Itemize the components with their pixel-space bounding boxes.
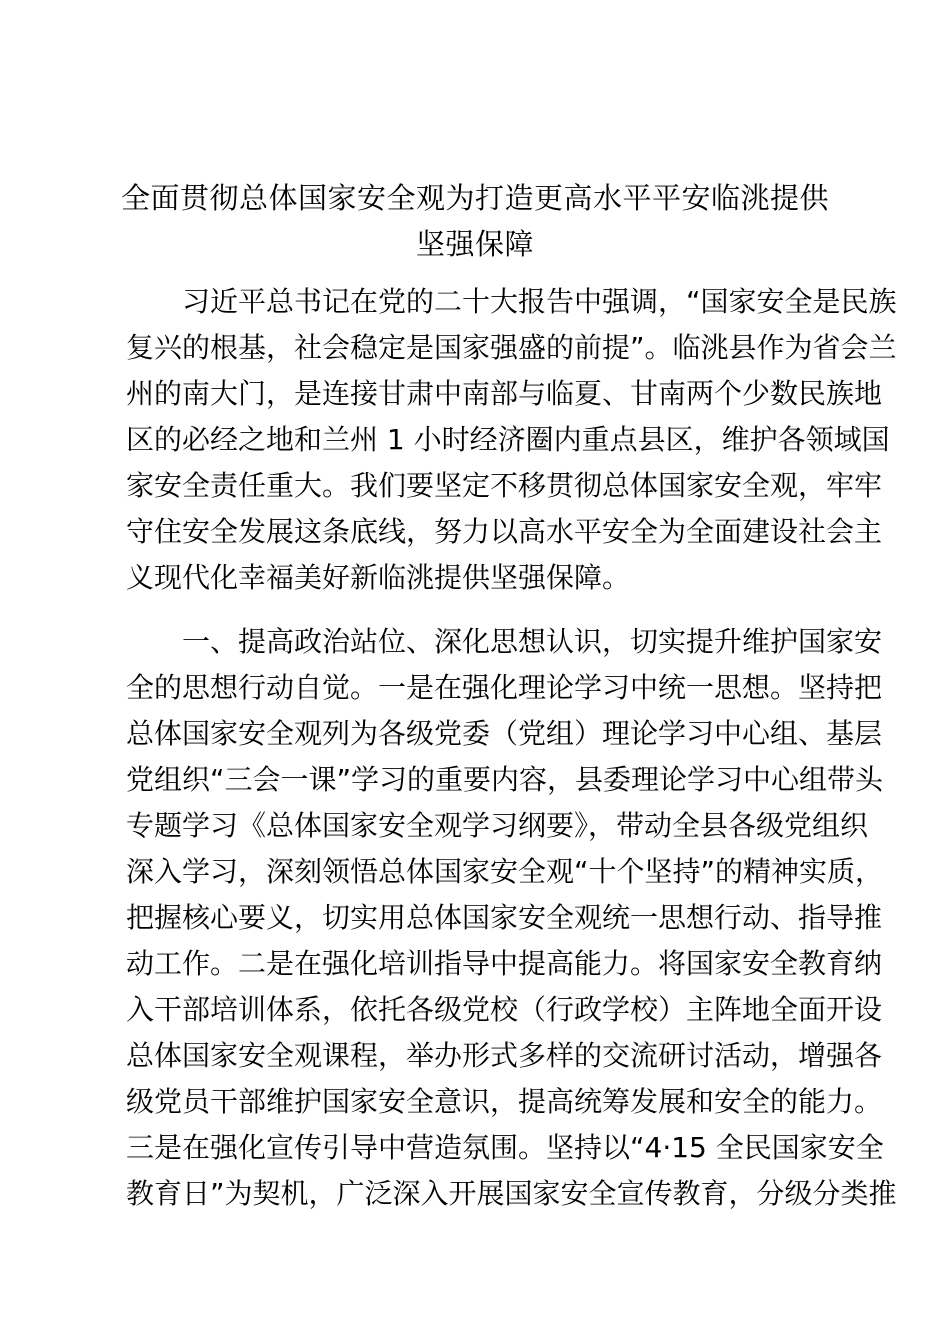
text-line: 习近平总书记在党的二十大报告中强调，“国家安全是民族 xyxy=(182,285,897,318)
text-line: 教育日”为契机，广泛深入开展国家安全宣传教育，分级分类推 xyxy=(126,1177,897,1210)
title-line: 坚强保障 xyxy=(415,227,534,261)
text-line: 三是在强化宣传引导中营造氛围。坚持以“4·15 全民国家安全 xyxy=(126,1131,884,1164)
text-line: 一、提高政治站位、深化思想认识，切实提升维护国家安 xyxy=(182,625,883,658)
text-line: 守住安全发展这条底线，努力以高水平安全为全面建设社会主 xyxy=(126,515,883,548)
text-line: 总体国家安全观课程，举办形式多样的交流研讨活动，增强各 xyxy=(126,1039,883,1072)
paragraph-section-one xyxy=(126,619,897,1217)
text-line: 入干部培训体系，依托各级党校（行政学校）主阵地全面开设 xyxy=(126,993,883,1026)
text-line: 动工作。二是在强化培训指导中提高能力。将国家安全教育纳 xyxy=(126,947,883,980)
text-line: 专题学习《总体国家安全观学习纲要》，带动全县各级党组织 xyxy=(126,809,869,842)
text-line: 全的思想行动自觉。一是在强化理论学习中统一思想。坚持把 xyxy=(126,671,883,704)
text-line: 家安全责任重大。我们要坚定不移贯彻总体国家安全观，牢牢 xyxy=(126,469,883,502)
document-title xyxy=(120,175,830,267)
text-line: 区的必经之地和兰州 1 小时经济圈内重点县区，维护各领域国 xyxy=(126,423,890,456)
text-line: 义现代化幸福美好新临洮提供坚强保障。 xyxy=(126,561,631,594)
text-line: 总体国家安全观列为各级党委（党组）理论学习中心组、基层 xyxy=(126,717,883,750)
text-line: 深入学习，深刻领悟总体国家安全观“十个坚持”的精神实质， xyxy=(126,855,884,888)
text-line: 级党员干部维护国家安全意识，提高统筹发展和安全的能力。 xyxy=(126,1085,883,1118)
text-line: 州的南大门，是连接甘肃中南部与临夏、甘南两个少数民族地 xyxy=(126,377,883,410)
document-body xyxy=(126,279,897,1217)
text-line: 复兴的根基，社会稳定是国家强盛的前提”。临洮县作为省会兰 xyxy=(126,331,897,364)
text-line: 党组织“三会一课”学习的重要内容，县委理论学习中心组带头 xyxy=(126,763,884,796)
text-line: 把握核心要义，切实用总体国家安全观统一思想行动、指导推 xyxy=(126,901,883,934)
paragraph-intro xyxy=(126,279,897,601)
title-line: 全面贯彻总体国家安全观为打造更高水平平安临洮提供 xyxy=(120,181,829,215)
